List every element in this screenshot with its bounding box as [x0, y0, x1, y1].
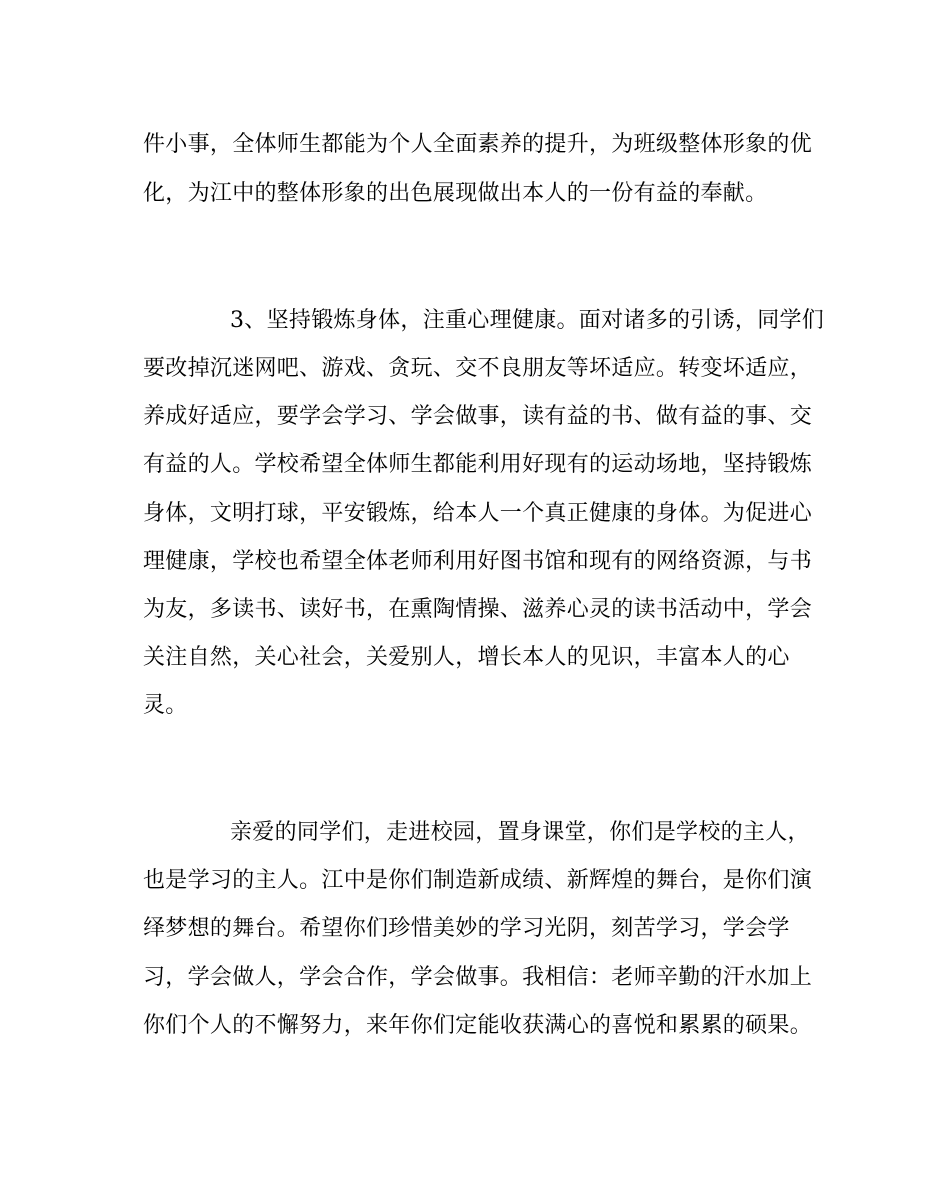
- text-line: 关注自然，关心社会，关爱别人，增长本人的见识，丰富本人的心: [143, 645, 790, 670]
- text-line: 也是学习的主人。江中是你们制造新成绩、新辉煌的舞台，是你们演: [143, 868, 813, 893]
- text-line: 化，为江中的整体形象的出色展现做出本人的一份有益的奉献。: [143, 181, 768, 206]
- text-line: 件小事，全体师生都能为个人全面素养的提升，为班级整体形象的优: [143, 132, 813, 157]
- text-line: 养成好适应，要学会学习、学会做事，读有益的书、做有益的事、交: [143, 404, 813, 429]
- text-line: 灵。: [143, 693, 188, 718]
- text-line: 要改掉沉迷网吧、游戏、贪玩、交不良朋友等坏适应。转变坏适应，: [143, 356, 813, 381]
- text-line: 绎梦想的舞台。希望你们珍惜美妙的学习光阴，刻苦学习，学会学: [143, 916, 790, 941]
- text-line: 理健康，学校也希望全体老师利用好图书馆和现有的网络资源，与书: [143, 549, 813, 574]
- text-line: 有益的人。学校希望全体师生都能利用好现有的运动场地，坚持锻炼: [143, 452, 813, 477]
- text-line: 你们个人的不懈努力，来年你们定能收获满心的喜悦和累累的硕果。: [143, 1013, 813, 1038]
- text-line: 亲爱的同学们，走进校园，置身课堂，你们是学校的主人，: [230, 820, 810, 845]
- text-line: 3、坚持锻炼身体，注重心理健康。面对诸多的引诱，同学们: [230, 308, 825, 333]
- text-line: 习，学会做人，学会合作，学会做事。我相信：老师辛勤的汗水加上: [143, 965, 813, 990]
- text-line: 身体，文明打球，平安锻炼，给本人一个真正健康的身体。为促进心: [143, 501, 813, 526]
- text-line: 为友，多读书、读好书，在熏陶情操、滋养心灵的读书活动中，学会: [143, 597, 813, 622]
